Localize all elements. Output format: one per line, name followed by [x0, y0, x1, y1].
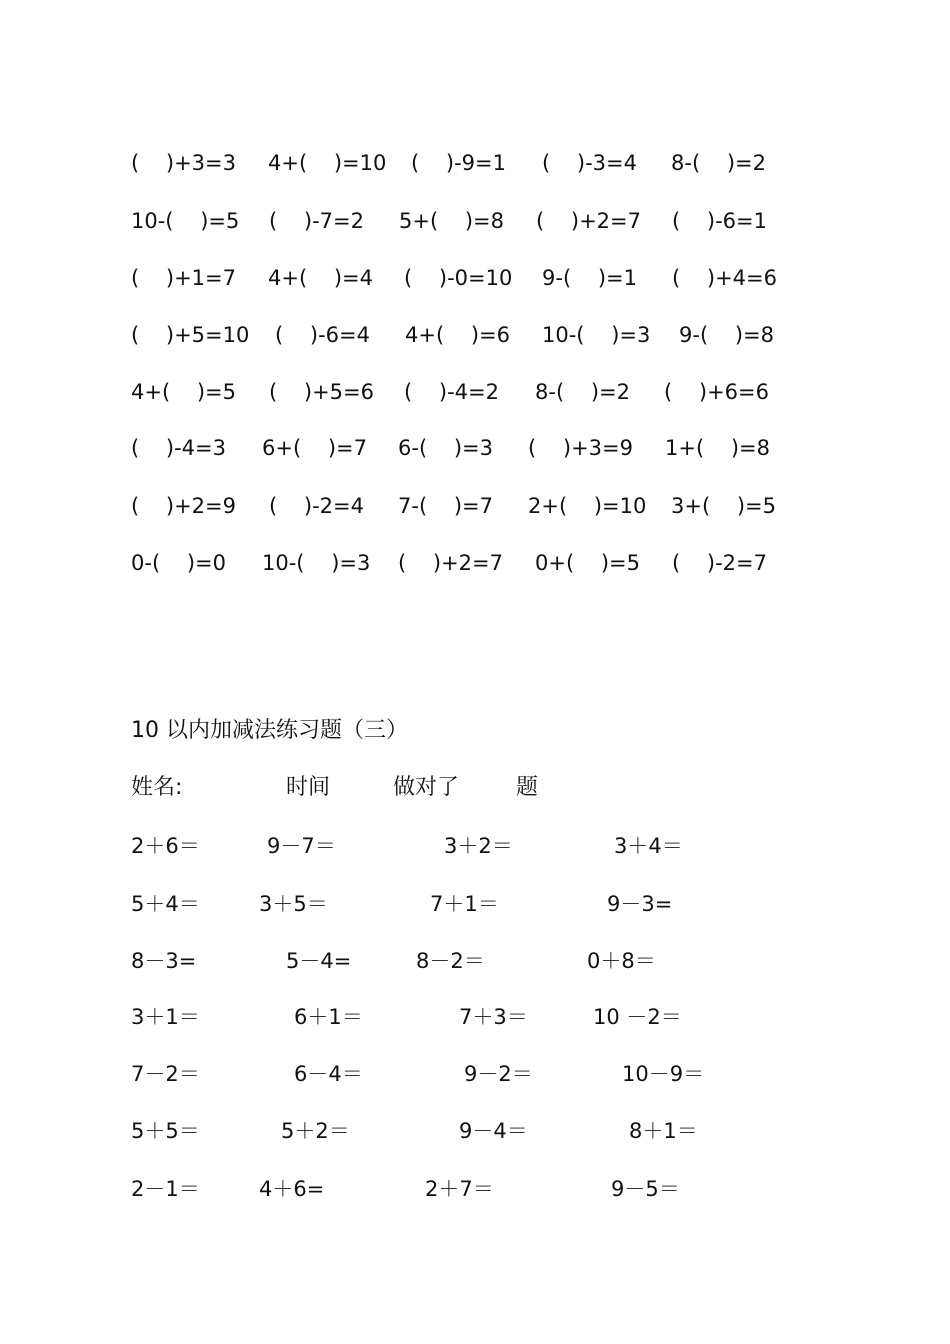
equation: ( )-2=4	[269, 494, 364, 518]
equation: 0-( )=0	[131, 551, 226, 575]
equation: ( )+2=7	[536, 209, 641, 233]
equation-row	[0, 433, 950, 463]
equation: ( )-4=3	[131, 436, 226, 460]
problem: 5＋4＝	[131, 892, 200, 916]
equation-row	[0, 320, 950, 350]
equation: 6-( )=3	[398, 436, 493, 460]
equation-row	[0, 377, 950, 407]
problem-row	[0, 1059, 950, 1089]
problem: 9－7＝	[267, 834, 336, 858]
time-label: 时间	[286, 775, 331, 800]
problem: 5－4=	[286, 949, 352, 973]
problem: 2－1＝	[131, 1177, 200, 1201]
problem-row	[0, 831, 950, 861]
problem-row	[0, 1002, 950, 1032]
equation: ( )+2=9	[131, 494, 236, 518]
problem-row	[0, 946, 950, 976]
problem: 4＋6=	[259, 1177, 325, 1201]
equation: ( )+3=3	[131, 151, 236, 175]
equation: ( )+5=10	[131, 323, 250, 347]
equation: 0+( )=5	[535, 551, 640, 575]
equation: ( )-2=7	[672, 551, 767, 575]
problem: 9－4＝	[459, 1119, 528, 1143]
equation: ( )-6=1	[672, 209, 767, 233]
equation-row	[0, 148, 950, 178]
equation: ( )-9=1	[411, 151, 506, 175]
equation: 6+( )=7	[262, 436, 367, 460]
problem: 9－3=	[607, 892, 673, 916]
problem: 5＋5＝	[131, 1119, 200, 1143]
equation: ( )+6=6	[664, 380, 769, 404]
equation: 5+( )=8	[399, 209, 504, 233]
name-label: 姓名:	[131, 775, 183, 800]
problem-row	[0, 1174, 950, 1204]
equation: 10-( )=5	[131, 209, 240, 233]
problem: 3＋5＝	[259, 892, 328, 916]
equation: 4+( )=10	[268, 151, 387, 175]
problem: 6－4＝	[294, 1062, 363, 1086]
equation-row	[0, 491, 950, 521]
problem: 3＋1＝	[131, 1005, 200, 1029]
problem: 5＋2＝	[281, 1119, 350, 1143]
equation: ( )+4=6	[672, 266, 777, 290]
problem: 8－3=	[131, 949, 197, 973]
equation: 9-( )=8	[679, 323, 774, 347]
equation: ( )+3=9	[528, 436, 633, 460]
problem: 6＋1＝	[294, 1005, 363, 1029]
equation: 3+( )=5	[671, 494, 776, 518]
equation: 1+( )=8	[665, 436, 770, 460]
equation: ( )-6=4	[275, 323, 370, 347]
problem: 2＋7＝	[425, 1177, 494, 1201]
equation-row	[0, 263, 950, 293]
equation-row	[0, 206, 950, 236]
equation: 8-( )=2	[535, 380, 630, 404]
problem: 7＋1＝	[430, 892, 499, 916]
problem: 3＋4＝	[614, 834, 683, 858]
equation: ( )+2=7	[398, 551, 503, 575]
problem-row	[0, 1116, 950, 1146]
equation: ( )-7=2	[269, 209, 364, 233]
equation: 10-( )=3	[542, 323, 651, 347]
equation: 4+( )=6	[405, 323, 510, 347]
equation: 10-( )=3	[262, 551, 371, 575]
problem: 9－2＝	[464, 1062, 533, 1086]
problem: 2＋6＝	[131, 834, 200, 858]
equation: 2+( )=10	[528, 494, 647, 518]
problem: 10 －2＝	[593, 1005, 682, 1029]
worksheet-title: 10 以内加减法练习题（三）	[131, 718, 408, 743]
problem: 8＋1＝	[629, 1119, 698, 1143]
equation: 4+( )=4	[268, 266, 373, 290]
problem-row	[0, 889, 950, 919]
equation: ( )-4=2	[404, 380, 499, 404]
equation: ( )-0=10	[404, 266, 513, 290]
equation-row	[0, 548, 950, 578]
problem: 0＋8＝	[587, 949, 656, 973]
problem: 8－2＝	[416, 949, 485, 973]
equation: ( )-3=4	[542, 151, 637, 175]
equation: 8-( )=2	[671, 151, 766, 175]
problem: 10－9＝	[622, 1062, 705, 1086]
problem: 3＋2＝	[444, 834, 513, 858]
problem: 9－5＝	[611, 1177, 680, 1201]
equation: ( )+5=6	[269, 380, 374, 404]
equation: 4+( )=5	[131, 380, 236, 404]
questions-label: 题	[516, 775, 539, 800]
equation: ( )+1=7	[131, 266, 236, 290]
correct-count-label: 做对了	[393, 775, 460, 800]
equation: 7-( )=7	[398, 494, 493, 518]
problem: 7＋3＝	[459, 1005, 528, 1029]
equation: 9-( )=1	[542, 266, 637, 290]
problem: 7－2＝	[131, 1062, 200, 1086]
